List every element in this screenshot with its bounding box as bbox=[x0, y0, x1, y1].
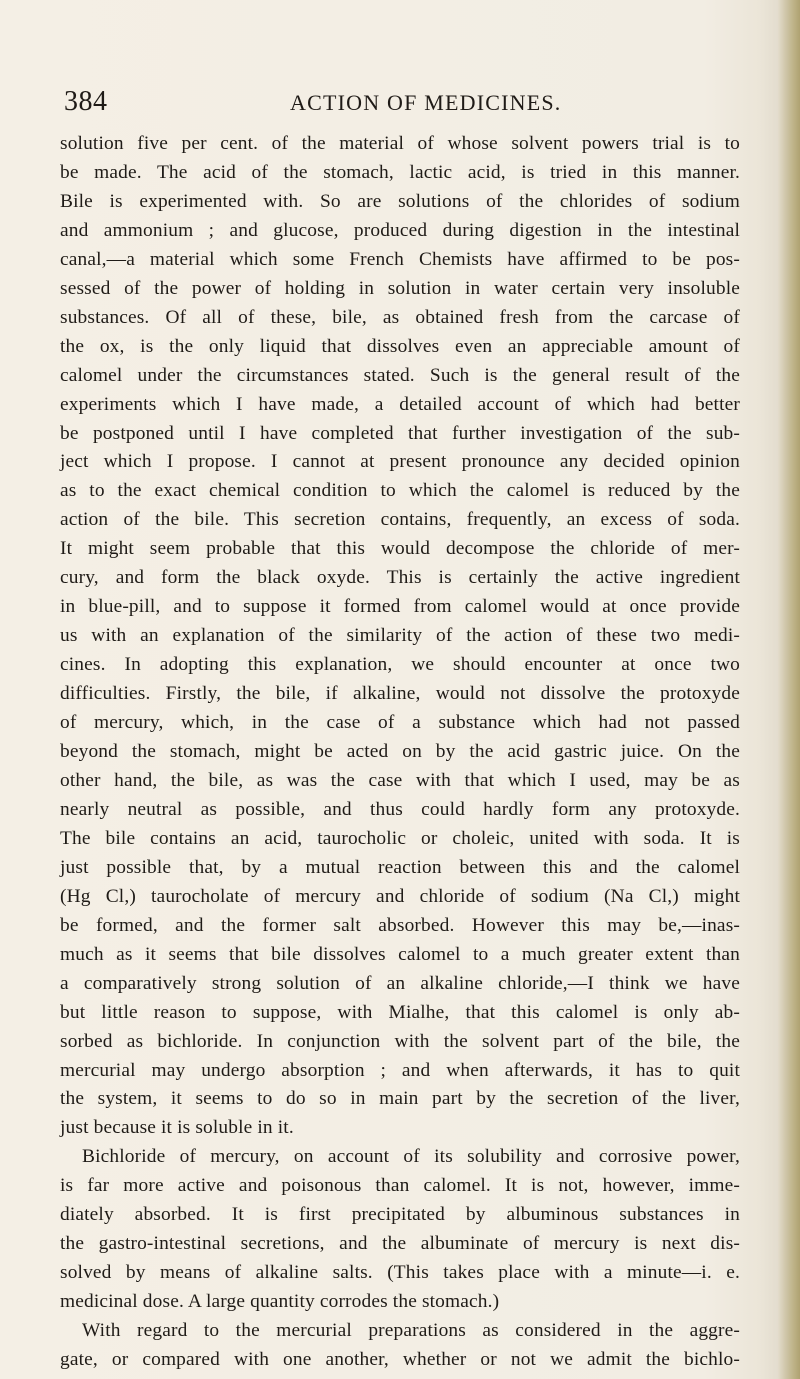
text-line: Bile is experimented with. So are solutions of the chlorides of sodium bbox=[60, 190, 740, 212]
text-line: just possible that, by a mutual reaction between this and the calomel bbox=[60, 856, 740, 878]
text-line: is far more active and poisonous than calomel. It is not, however, imme- bbox=[60, 1175, 740, 1197]
text-line: in blue-pill, and to suppose it formed from calomel would at once provide bbox=[60, 596, 740, 618]
text-line: It might seem probable that this would decompose the chloride of mer- bbox=[60, 538, 740, 560]
text-line-paragraph-end: medicinal dose. A large quantity corrodes the stomach.) bbox=[60, 1291, 500, 1313]
running-title: ACTION OF MEDICINES. bbox=[290, 90, 562, 115]
text-line: ject which I propose. I cannot at present pronounce any decided opinion bbox=[60, 451, 740, 473]
text-line: the ox, is the only liquid that dissolves even an appreciable amount of bbox=[60, 335, 740, 357]
text-line: substances. Of all of these, bile, as obtained fresh from the carcase of bbox=[60, 306, 740, 328]
text-line: mercurial may undergo absorption ; and when afterwards, it has to quit bbox=[60, 1059, 740, 1081]
text-line: action of the bile. This secretion contains, frequently, an excess of soda. bbox=[60, 509, 740, 531]
text-line: canal,—a material which some French Chemists have affirmed to be pos- bbox=[60, 248, 740, 270]
text-line: The bile contains an acid, taurocholic or choleic, united with soda. It is bbox=[60, 827, 740, 849]
text-line: (Hg Cl,) taurocholate of mercury and chloride of sodium (Na Cl,) might bbox=[60, 885, 740, 907]
text-line: solution five per cent. of the material of whose solvent powers trial is to bbox=[60, 133, 740, 154]
text-line-paragraph-start: Bichloride of mercury, on account of its solubility and corrosive power, bbox=[82, 1146, 740, 1168]
text-line: the gastro-intestinal secretions, and the albuminate of mercury is next dis- bbox=[60, 1233, 740, 1255]
text-line: but little reason to suppose, with Mialhe, that this calomel is only ab- bbox=[60, 1001, 740, 1023]
text-line: cines. In adopting this explanation, we should encounter at once two bbox=[60, 654, 740, 676]
text-line: and ammonium ; and glucose, produced during digestion in the intestinal bbox=[60, 219, 740, 241]
text-line: be postponed until I have completed that further investigation of the sub- bbox=[60, 422, 740, 444]
text-line: be formed, and the former salt absorbed. However this may be,—inas- bbox=[60, 914, 740, 936]
text-line: sorbed as bichloride. In conjunction with the solvent part of the bile, the bbox=[60, 1030, 740, 1052]
text-line: a comparatively strong solution of an alkaline chloride,—I think we have bbox=[60, 972, 740, 994]
text-line-paragraph-end: just because it is soluble in it. bbox=[60, 1117, 294, 1139]
text-line: difficulties. Firstly, the bile, if alkaline, would not dissolve the protoxyde bbox=[60, 683, 740, 705]
text-line: solved by means of alkaline salts. (This takes place with a minute—i. e. bbox=[60, 1262, 740, 1284]
text-line: diately absorbed. It is first precipitated by albuminous substances in bbox=[60, 1204, 740, 1226]
text-line: sessed of the power of holding in solution in water certain very insoluble bbox=[60, 277, 740, 299]
text-line: much as it seems that bile dissolves calomel to a much greater extent than bbox=[60, 943, 740, 965]
page-number: 384 bbox=[64, 86, 108, 117]
text-line: experiments which I have made, a detailed account of which had better bbox=[60, 393, 740, 415]
body-text bbox=[60, 130, 740, 1375]
text-line-paragraph-start: With regard to the mercurial preparations as considered in the aggre- bbox=[82, 1320, 740, 1342]
page-header bbox=[64, 86, 764, 120]
text-line: beyond the stomach, might be acted on by the acid gastric juice. On the bbox=[60, 741, 740, 763]
text-line: as to the exact chemical condition to which the calomel is reduced by the bbox=[60, 480, 740, 502]
text-line: of mercury, which, in the case of a substance which had not passed bbox=[60, 712, 740, 734]
page-edge-gutter bbox=[778, 0, 800, 1379]
text-line: nearly neutral as possible, and thus could hardly form any protoxyde. bbox=[60, 798, 740, 820]
text-line: gate, or compared with one another, whether or not we admit the bichlo- bbox=[60, 1349, 740, 1371]
text-line: calomel under the circumstances stated. Such is the general result of the bbox=[60, 364, 740, 386]
text-line: cury, and form the black oxyde. This is certainly the active ingredient bbox=[60, 567, 740, 589]
text-line: be made. The acid of the stomach, lactic acid, is tried in this manner. bbox=[60, 161, 740, 183]
text-line: us with an explanation of the similarity of the action of these two medi- bbox=[60, 625, 740, 647]
text-line: the system, it seems to do so in main part by the secretion of the liver, bbox=[60, 1088, 740, 1110]
text-line: other hand, the bile, as was the case with that which I used, may be as bbox=[60, 769, 740, 791]
